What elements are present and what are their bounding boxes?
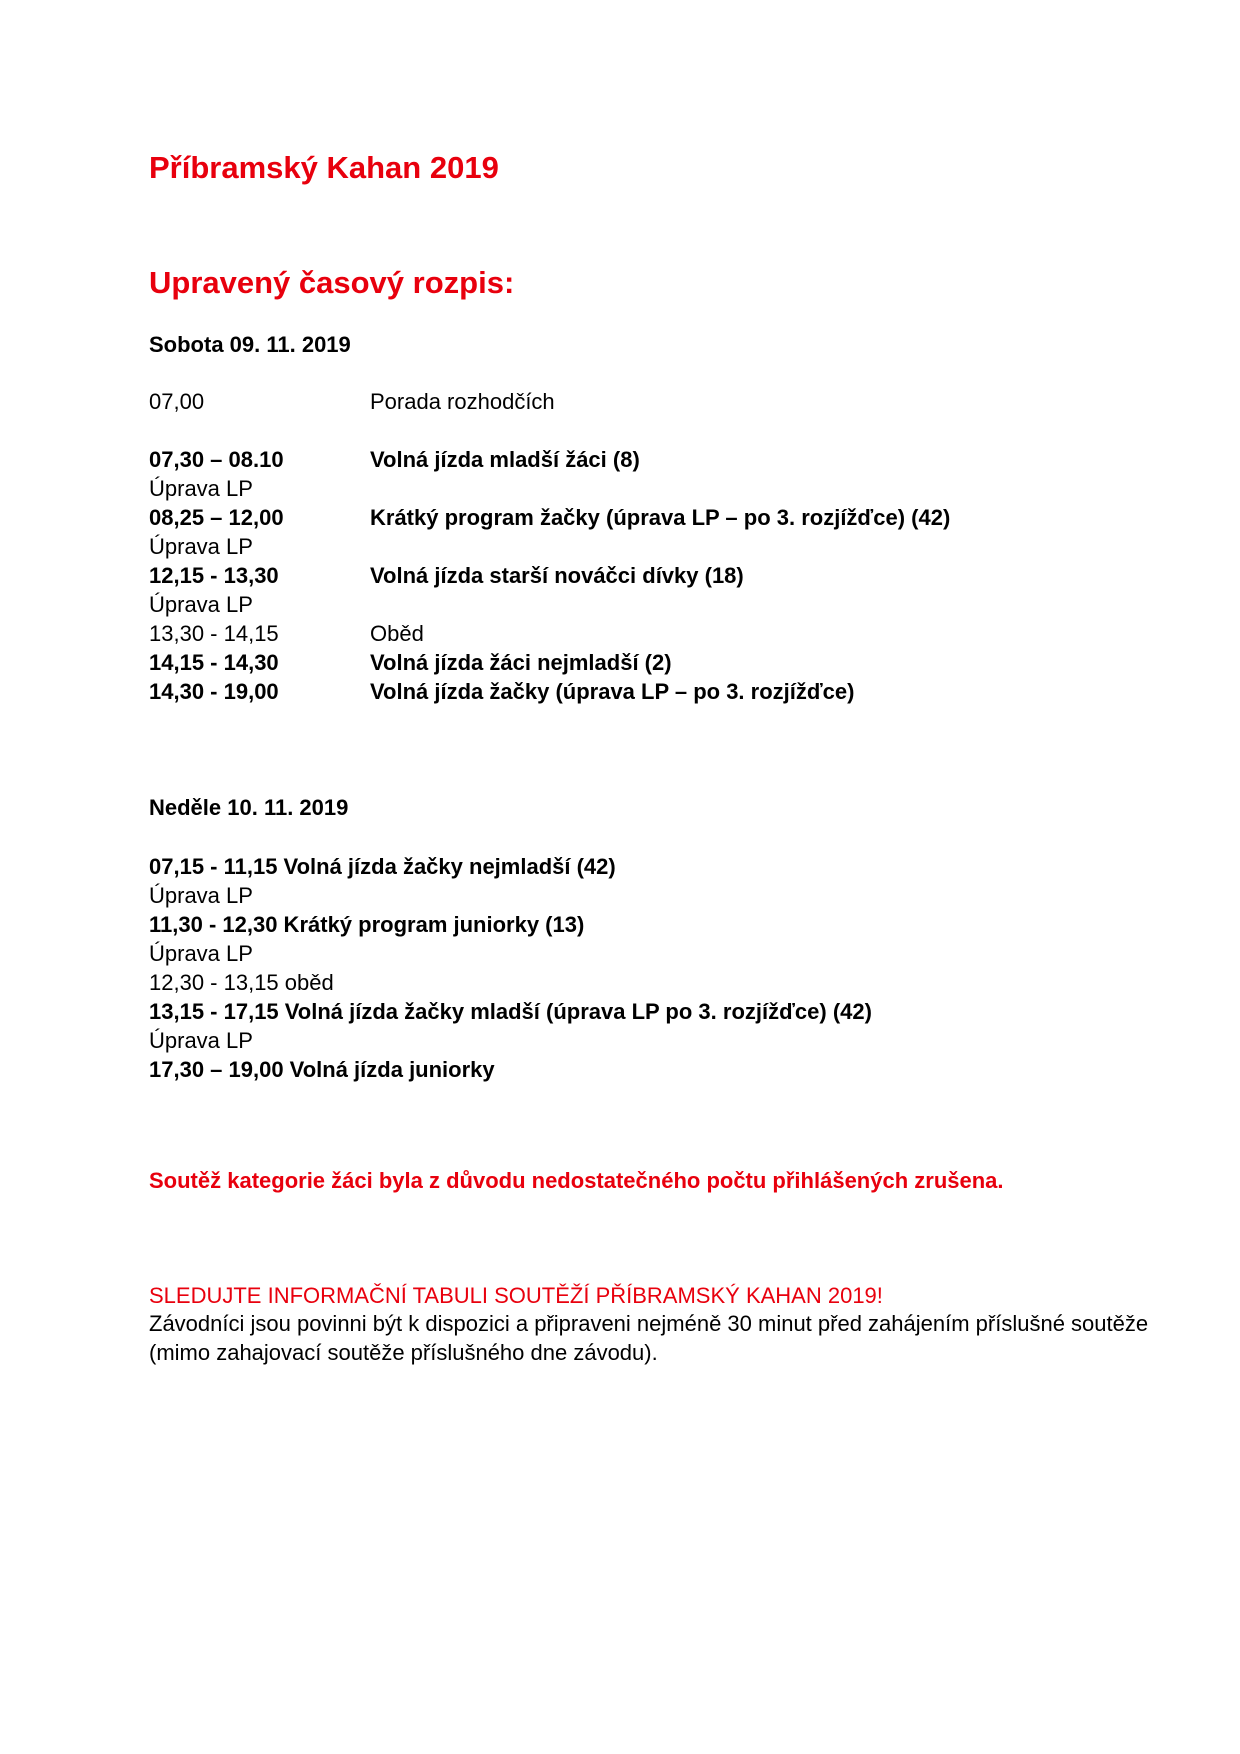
schedule-line: Úprava LP xyxy=(149,883,253,908)
schedule-time: 14,15 - 14,30 xyxy=(149,650,279,675)
schedule-time: 07,30 – 08.10 xyxy=(149,447,284,472)
cancellation-notice: Soutěž kategorie žáci byla z důvodu nedostatečného počtu přihlášených zrušena. xyxy=(149,1168,1004,1193)
schedule-time: 13,30 - 14,15 xyxy=(149,621,279,646)
document-title: Příbramský Kahan 2019 xyxy=(149,150,499,185)
schedule-line: 11,30 - 12,30 Krátký program juniorky (13) xyxy=(149,912,585,937)
schedule-time: 12,15 - 13,30 xyxy=(149,563,279,588)
schedule-line: Úprava LP xyxy=(149,1028,253,1053)
schedule-desc: Volná jízda žačky (úprava LP – po 3. rozjížďce) xyxy=(370,679,855,704)
schedule-desc: Volná jízda žáci nejmladší (2) xyxy=(370,650,672,675)
schedule-time: 08,25 – 12,00 xyxy=(149,505,284,530)
schedule-desc: Volná jízda mladší žáci (8) xyxy=(370,447,640,472)
schedule-time: Úprava LP xyxy=(149,476,253,501)
schedule-desc: Porada rozhodčích xyxy=(370,389,555,414)
schedule-desc: Krátký program žačky (úprava LP – po 3. rozjížďce) (42) xyxy=(370,505,951,530)
schedule-time: Úprava LP xyxy=(149,592,253,617)
schedule-time: Úprava LP xyxy=(149,534,253,559)
information-board-notice: SLEDUJTE INFORMAČNÍ TABULI SOUTĚŽÍ PŘÍBRAMSKÝ KAHAN 2019! xyxy=(149,1283,883,1308)
document-subtitle: Upravený časový rozpis: xyxy=(149,265,515,300)
schedule-line: 17,30 – 19,00 Volná jízda juniorky xyxy=(149,1057,495,1082)
schedule-line: 07,15 - 11,15 Volná jízda žačky nejmladší (42) xyxy=(149,854,616,879)
sunday-heading: Neděle 10. 11. 2019 xyxy=(149,795,349,820)
schedule-desc: Oběd xyxy=(370,621,424,646)
competitor-instructions: Závodníci jsou povinni být k dispozici a připraveni nejméně 30 minut před zahájením příslušné soutěže (mimo zahajovací soutěže příslušného dne závodu). xyxy=(149,1311,1149,1365)
schedule-time: 07,00 xyxy=(149,389,205,414)
schedule-line: Úprava LP xyxy=(149,941,253,966)
schedule-line: 13,15 - 17,15 Volná jízda žačky mladší (úprava LP po 3. rozjížďce) (42) xyxy=(149,999,872,1024)
schedule-desc: Volná jízda starší nováčci dívky (18) xyxy=(370,563,744,588)
schedule-time: 14,30 - 19,00 xyxy=(149,679,279,704)
schedule-line: 12,30 - 13,15 oběd xyxy=(149,970,334,995)
saturday-heading: Sobota 09. 11. 2019 xyxy=(149,332,351,357)
